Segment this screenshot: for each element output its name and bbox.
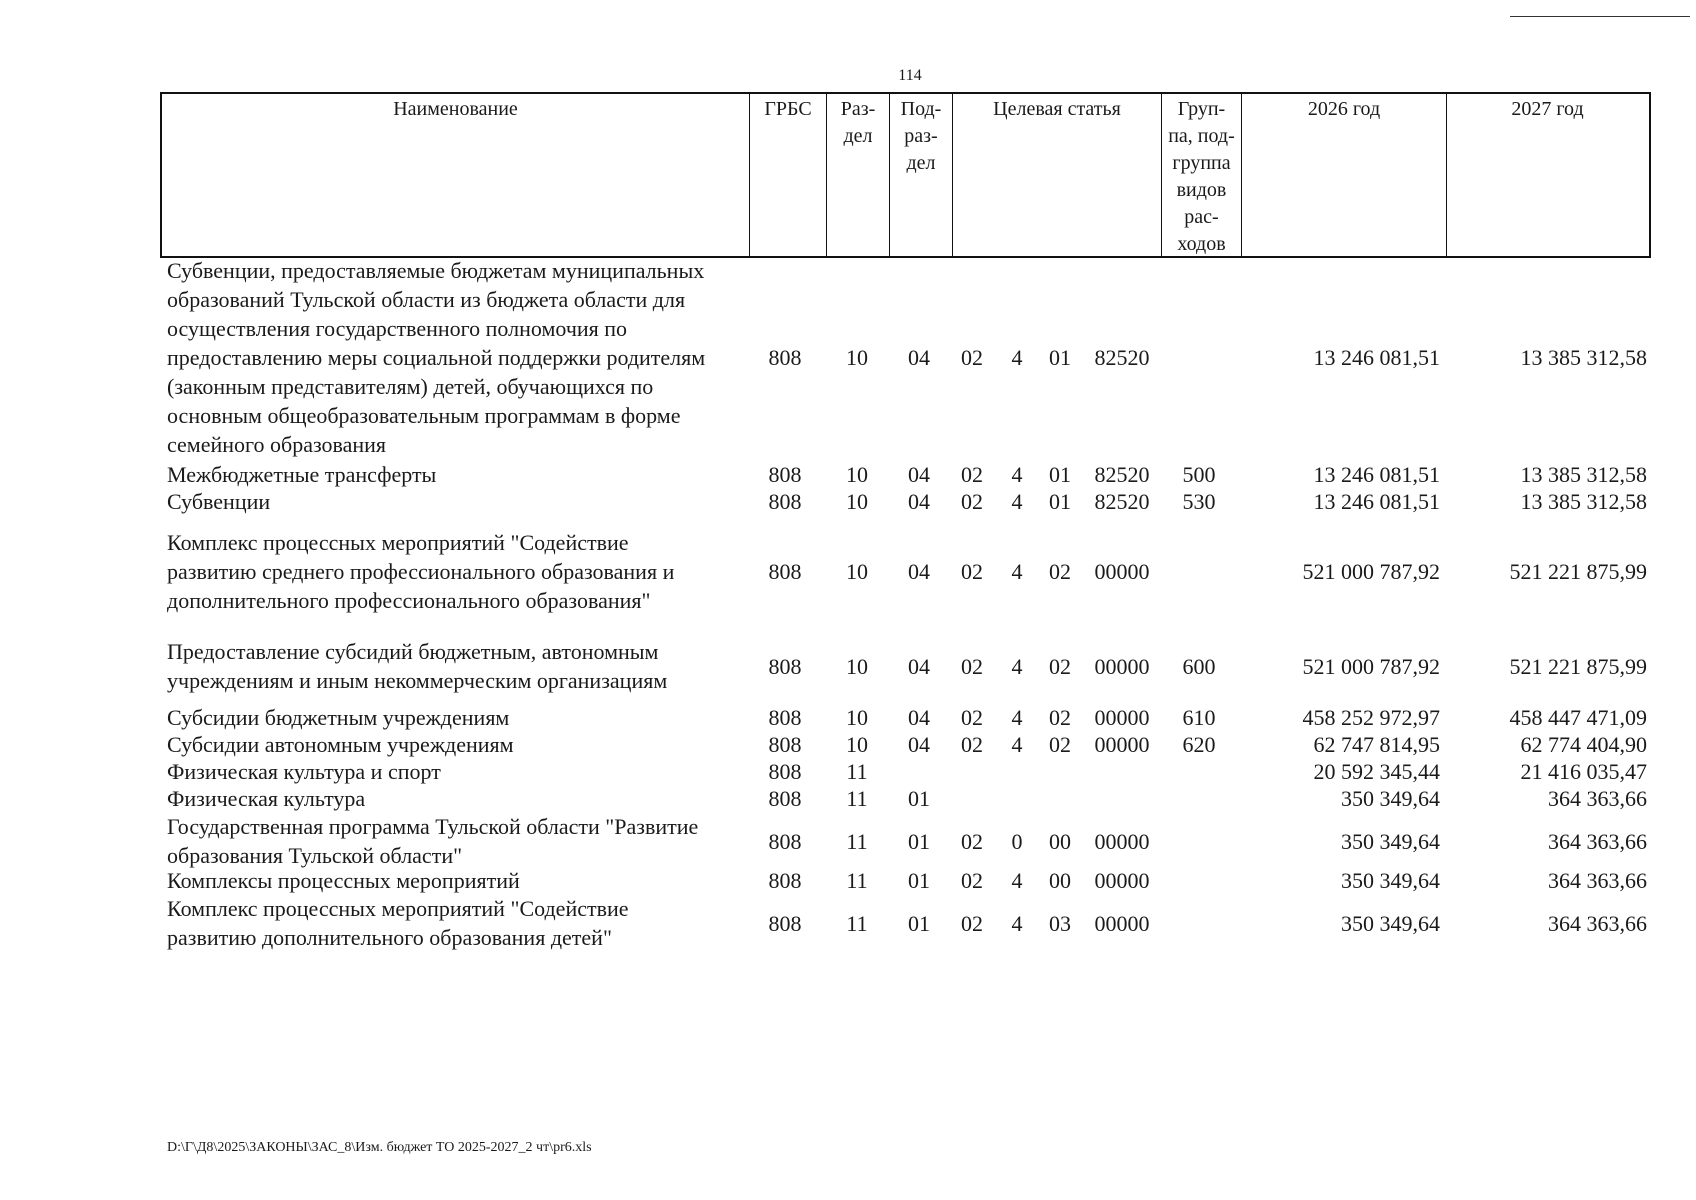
cell-target-type: 4 [1011, 910, 1023, 936]
cell-podrazdel: 01 [908, 786, 930, 811]
cell-target-type: 4 [1011, 732, 1023, 757]
cell-target-type: 4 [1011, 868, 1023, 893]
row-name-line: основным общеобразовательным программам в форме [167, 403, 681, 428]
row-name-line: Субвенции [167, 489, 271, 514]
cell-amount-2027: 364 363,66 [1548, 828, 1647, 854]
header-line: рас- [1184, 206, 1219, 228]
row-name-line: Субсидии бюджетным учреждениям [167, 705, 510, 730]
cell-target-type: 0 [1011, 828, 1023, 854]
cell-grbs: 808 [768, 910, 802, 936]
cell-amount-2026: 350 349,64 [1341, 910, 1440, 936]
row-name-line: Физическая культура и спорт [167, 759, 441, 784]
cell-expense-group: 530 [1182, 489, 1216, 514]
cell-expense-group: 620 [1182, 732, 1216, 757]
header-name [162, 94, 750, 256]
cell-target-type: 4 [1011, 345, 1023, 370]
row-name-line: Комплексы процессных мероприятий [167, 868, 520, 893]
top-rule [1510, 16, 1690, 17]
row-name-line: развитию дополнительного образования детей" [167, 925, 612, 950]
cell-target-type: 4 [1011, 559, 1023, 584]
cell-grbs: 808 [768, 868, 802, 893]
row-name-line: Предоставление субсидий бюджетным, автономным [167, 639, 659, 664]
cell-amount-2027: 21 416 035,47 [1520, 759, 1647, 784]
cell-amount-2026: 521 000 787,92 [1302, 559, 1440, 584]
row-name-line: Субвенции, предоставляемые бюджетам муниципальных [167, 258, 705, 283]
cell-grbs: 808 [768, 828, 802, 854]
header-grbs [750, 94, 827, 256]
cell-razdel: 10 [846, 462, 868, 487]
header-line: группа [1172, 152, 1231, 174]
header-target-article [953, 94, 1162, 256]
cell-amount-2026: 521 000 787,92 [1302, 653, 1440, 679]
header-line: Целевая статья [993, 98, 1121, 120]
row-name [167, 812, 757, 870]
cell-target-subprogram: 02 [1049, 559, 1071, 584]
cell-amount-2026: 350 349,64 [1341, 868, 1440, 893]
table-header [160, 92, 1651, 258]
cell-razdel: 11 [846, 828, 868, 854]
cell-podrazdel: 01 [908, 828, 930, 854]
row-name [167, 730, 757, 759]
cell-target-program: 02 [961, 705, 983, 730]
cell-target-direction: 00000 [1094, 559, 1150, 584]
cell-razdel: 10 [846, 705, 868, 730]
cell-razdel: 10 [846, 559, 868, 584]
cell-target-direction: 00000 [1094, 910, 1150, 936]
header-line: дел [906, 152, 936, 174]
row-name [167, 528, 757, 615]
cell-target-subprogram: 01 [1049, 462, 1071, 487]
row-name [167, 894, 757, 952]
header-line: Под- [900, 98, 942, 120]
cell-amount-2027: 364 363,66 [1548, 868, 1647, 893]
cell-target-direction: 00000 [1094, 653, 1150, 679]
cell-expense-group: 600 [1182, 653, 1216, 679]
row-name-line: Межбюджетные трансферты [167, 462, 437, 487]
cell-amount-2027: 62 774 404,90 [1520, 732, 1647, 757]
cell-podrazdel: 04 [908, 653, 930, 679]
cell-amount-2026: 13 246 081,51 [1313, 345, 1440, 370]
cell-amount-2026: 458 252 972,97 [1302, 705, 1440, 730]
cell-podrazdel: 04 [908, 705, 930, 730]
cell-target-type: 4 [1011, 705, 1023, 730]
cell-target-subprogram: 03 [1049, 910, 1071, 936]
cell-amount-2027: 364 363,66 [1548, 786, 1647, 811]
header-line: 2026 год [1307, 98, 1381, 120]
cell-grbs: 808 [768, 345, 802, 370]
header-line: Груп- [1177, 98, 1226, 120]
cell-target-direction: 82520 [1094, 489, 1150, 514]
cell-target-program: 02 [961, 910, 983, 936]
row-name-line: развитию среднего профессионального образования и [167, 559, 675, 584]
row-name [167, 703, 757, 732]
cell-target-subprogram: 00 [1049, 868, 1071, 893]
row-name-line: Субсидии автономным учреждениям [167, 732, 514, 757]
cell-amount-2027: 458 447 471,09 [1509, 705, 1647, 730]
cell-amount-2026: 20 592 345,44 [1313, 759, 1440, 784]
header-year-2026 [1242, 94, 1447, 256]
header-line: па, под- [1168, 125, 1235, 147]
cell-target-subprogram: 02 [1049, 653, 1071, 679]
cell-podrazdel: 04 [908, 489, 930, 514]
cell-target-direction: 82520 [1094, 462, 1150, 487]
cell-razdel: 10 [846, 345, 868, 370]
cell-target-subprogram: 01 [1049, 489, 1071, 514]
cell-grbs: 808 [768, 759, 802, 784]
cell-target-program: 02 [961, 653, 983, 679]
cell-grbs: 808 [768, 462, 802, 487]
header-line: раз- [904, 125, 938, 147]
row-name [167, 757, 757, 786]
header-line: дел [843, 125, 873, 147]
cell-podrazdel: 04 [908, 462, 930, 487]
row-name-line: Физическая культура [167, 786, 366, 811]
header-podrazdel [890, 94, 953, 256]
row-name-line: учреждениям и иным некоммерческим организациям [167, 668, 668, 693]
cell-target-program: 02 [961, 462, 983, 487]
cell-target-type: 4 [1011, 653, 1023, 679]
cell-target-subprogram: 00 [1049, 828, 1071, 854]
row-name [167, 637, 757, 695]
page-number: 114 [898, 67, 922, 84]
cell-target-direction: 82520 [1094, 345, 1150, 370]
cell-target-direction: 00000 [1094, 868, 1150, 893]
cell-amount-2027: 521 221 875,99 [1509, 559, 1647, 584]
cell-target-program: 02 [961, 868, 983, 893]
cell-expense-group: 500 [1182, 462, 1216, 487]
cell-target-direction: 00000 [1094, 828, 1150, 854]
cell-target-program: 02 [961, 732, 983, 757]
row-name [167, 866, 757, 895]
cell-target-direction: 00000 [1094, 732, 1150, 757]
row-name-line: осуществления государственного полномочия по [167, 316, 628, 341]
header-year-2027 [1447, 94, 1648, 256]
cell-amount-2027: 13 385 312,58 [1520, 462, 1647, 487]
cell-amount-2027: 13 385 312,58 [1520, 345, 1647, 370]
cell-target-direction: 00000 [1094, 705, 1150, 730]
row-name-line: дополнительного профессионального образования" [167, 588, 651, 613]
header-line: 2027 год [1511, 98, 1584, 120]
cell-target-subprogram: 02 [1049, 705, 1071, 730]
row-name-line: (законным представителям) детей, обучающихся по [167, 374, 654, 399]
cell-amount-2026: 13 246 081,51 [1313, 489, 1440, 514]
row-name [167, 256, 757, 459]
row-name [167, 460, 757, 489]
cell-amount-2027: 13 385 312,58 [1520, 489, 1647, 514]
cell-target-program: 02 [961, 345, 983, 370]
cell-razdel: 10 [846, 732, 868, 757]
header-group [1162, 94, 1242, 256]
cell-target-program: 02 [961, 489, 983, 514]
cell-target-type: 4 [1011, 462, 1023, 487]
header-razdel [827, 94, 890, 256]
row-name-line: семейного образования [167, 432, 387, 457]
cell-podrazdel: 04 [908, 345, 930, 370]
cell-amount-2026: 62 747 814,95 [1313, 732, 1440, 757]
cell-razdel: 11 [846, 910, 868, 936]
cell-podrazdel: 04 [908, 732, 930, 757]
row-name-line: Комплекс процессных мероприятий "Содействие [167, 530, 629, 555]
cell-target-type: 4 [1011, 489, 1023, 514]
cell-razdel: 10 [846, 653, 868, 679]
footer-file-path: D:\Г\Д8\2025\ЗАКОНЫ\ЗАС_8\Изм. бюджет ТО 2025-2027_2 чт\pr6.xls [167, 1140, 592, 1155]
header-line: Наименование [393, 98, 518, 120]
cell-razdel: 11 [846, 868, 868, 893]
row-name-line: образований Тульской области из бюджета области для [167, 287, 686, 312]
cell-podrazdel: 01 [908, 868, 930, 893]
cell-target-program: 02 [961, 559, 983, 584]
cell-target-subprogram: 01 [1049, 345, 1071, 370]
cell-target-subprogram: 02 [1049, 732, 1071, 757]
cell-amount-2026: 350 349,64 [1341, 828, 1440, 854]
cell-grbs: 808 [768, 705, 802, 730]
row-name [167, 784, 757, 813]
row-name-line: Комплекс процессных мероприятий "Содействие [167, 896, 629, 921]
row-name [167, 487, 757, 516]
row-name-line: Государственная программа Тульской области "Развитие [167, 814, 699, 839]
cell-amount-2027: 364 363,66 [1548, 910, 1647, 936]
cell-razdel: 10 [846, 489, 868, 514]
cell-grbs: 808 [768, 732, 802, 757]
cell-amount-2026: 13 246 081,51 [1313, 462, 1440, 487]
row-name-line: предоставлению меры социальной поддержки родителям [167, 345, 706, 370]
header-line: видов [1176, 179, 1227, 201]
cell-grbs: 808 [768, 653, 802, 679]
cell-podrazdel: 01 [908, 910, 930, 936]
header-line: Раз- [840, 98, 876, 120]
cell-podrazdel: 04 [908, 559, 930, 584]
cell-razdel: 11 [846, 759, 868, 784]
header-line: ГРБС [764, 98, 812, 120]
cell-target-program: 02 [961, 828, 983, 854]
cell-amount-2026: 350 349,64 [1341, 786, 1440, 811]
cell-amount-2027: 521 221 875,99 [1509, 653, 1647, 679]
cell-grbs: 808 [768, 786, 802, 811]
cell-grbs: 808 [768, 489, 802, 514]
header-line: ходов [1177, 233, 1226, 255]
cell-razdel: 11 [846, 786, 868, 811]
row-name-line: образования Тульской области" [167, 843, 463, 868]
cell-expense-group: 610 [1182, 705, 1216, 730]
cell-grbs: 808 [768, 559, 802, 584]
